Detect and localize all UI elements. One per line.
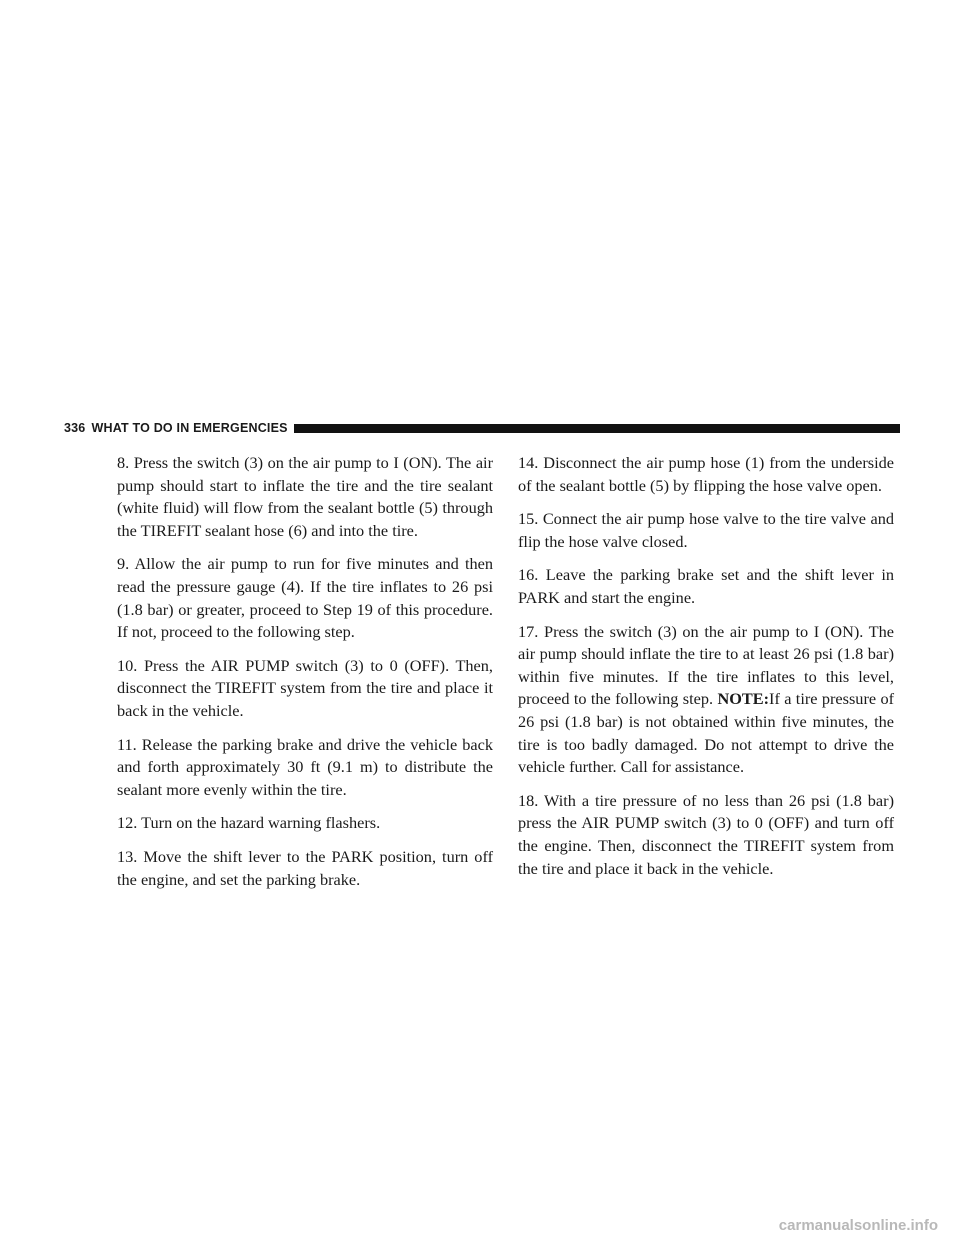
- step-12: 12. Turn on the hazard warning flashers.: [117, 813, 381, 833]
- page-number: 336: [64, 421, 86, 435]
- note-text: If a tire pressure of 26 psi (1.8 bar) is not obtained within five minutes, the tire is too badly damaged. Do not attempt to drive the vehicle further. Call for assistance.: [518, 689, 895, 777]
- section-title: WHAT TO DO IN EMERGENCIES: [91, 421, 288, 435]
- page-header: [64, 418, 900, 438]
- step-10: 10. Press the AIR PUMP switch (3) to 0 (OFF). Then, disconnect the TIREFIT system from the tire and place it back in the vehicle.: [117, 655, 493, 720]
- note-label: NOTE:: [717, 689, 770, 709]
- watermark: carmanualsonline.info: [778, 1217, 938, 1234]
- step-9: 9. Allow the air pump to run for five minutes and then read the pressure gauge (4). If the tire inflates to 26 psi (1.8 bar) or greater, proceed to Step 19 of this procedure. If not, proceed to the following step.: [117, 554, 493, 642]
- step-11: 11. Release the parking brake and drive the vehicle back and forth approximately 30 ft (9.1 m) to distribute the sealant more evenly within the tire.: [117, 734, 493, 799]
- step-8: 8. Press the switch (3) on the air pump to I (ON). The air pump should start to inflate the tire and the tire sealant (white fluid) will flow from the sealant bottle (5) through the TIREFIT sealant hose (6) and into the tire.: [117, 453, 493, 540]
- step-15: 15. Connect the air pump hose valve to the tire valve and flip the hose valve closed.: [518, 509, 894, 551]
- right-column: [518, 452, 894, 891]
- step-17-text: 17. Press the switch (3) on the air pump to I (ON). The air pump should inflate the tire to at least 26 psi (1.8 bar) within five minutes. If the tire inflates to this level, proceed to the following step.: [518, 621, 894, 709]
- step-16: 16. Leave the parking brake set and the shift lever in PARK and start the engine.: [518, 565, 894, 607]
- step-13: 13. Move the shift lever to the PARK position, turn off the engine, and set the parking brake.: [117, 846, 493, 889]
- left-column: [117, 452, 493, 902]
- step-14: 14. Disconnect the air pump hose (1) from the underside of the sealant bottle (5) by flipping the hose valve open.: [518, 453, 894, 495]
- step-17: [518, 621, 894, 779]
- step-18: 18. With a tire pressure of no less than 26 psi (1.8 bar) press the AIR PUMP switch (3) to 0 (OFF) and turn off the engine. Then, disconnect the TIREFIT system from the tire and place it back in the vehicle.: [518, 790, 894, 878]
- header-rule: [294, 424, 900, 433]
